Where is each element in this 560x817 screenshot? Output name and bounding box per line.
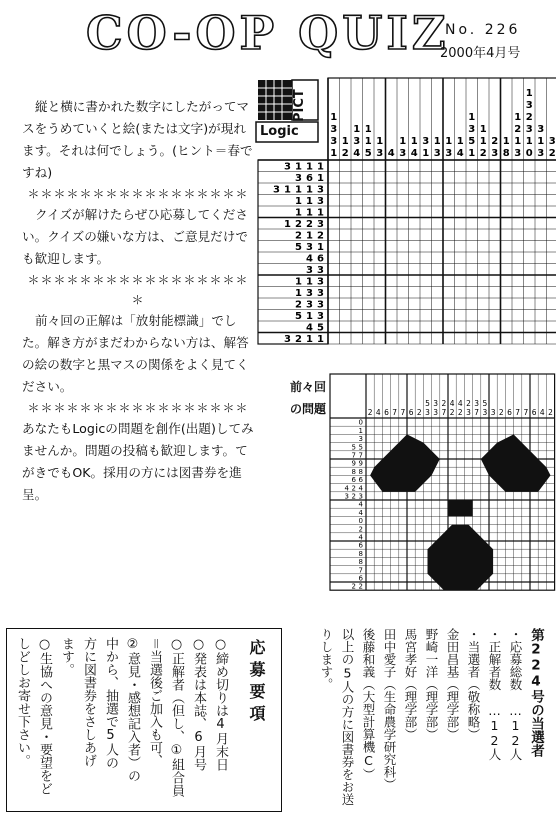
- row-clue: 1: [284, 219, 291, 230]
- column-clue: 1: [537, 136, 545, 147]
- trefoil-blade-left: [370, 434, 440, 491]
- winners-section: [286, 628, 546, 812]
- column-clue: 1: [364, 124, 372, 135]
- column-clue: 4: [387, 148, 395, 159]
- column-clue: 1: [330, 112, 338, 123]
- trefoil-blade-right: [481, 434, 551, 491]
- column-clue: 4: [375, 408, 381, 417]
- row-clue: 6: [358, 476, 363, 485]
- row-clue: 4: [306, 253, 313, 265]
- row-clue: 1: [306, 207, 313, 219]
- row-clue: 9: [351, 459, 356, 468]
- entry-rule-line: しどしお寄せ下さい。: [15, 637, 30, 767]
- column-clue: 1: [479, 124, 487, 135]
- column-clue: 2: [525, 112, 533, 123]
- column-clue: 5: [482, 399, 488, 408]
- column-clue: 1: [422, 148, 430, 159]
- quiz-title: CO-OP QUIZ: [86, 6, 450, 60]
- row-clue: 2: [358, 525, 363, 534]
- column-clue: 5: [425, 399, 430, 408]
- column-clue: 7: [474, 408, 480, 417]
- column-clue: 1: [525, 88, 533, 99]
- entry-rules-heading: 応募要項: [247, 639, 266, 727]
- row-clue: 4: [358, 500, 363, 509]
- row-clue: 3: [284, 334, 291, 345]
- row-clue: 4: [358, 508, 363, 517]
- column-clue: 6: [531, 408, 537, 417]
- row-clue: 2: [351, 484, 356, 493]
- separator: ＊＊＊＊＊＊＊＊＊＊＊＊＊＊＊＊＊: [27, 187, 249, 201]
- column-clue: 7: [523, 408, 529, 417]
- column-clue: 1: [445, 136, 453, 147]
- column-clue: 2: [548, 148, 556, 159]
- entry-rule-line: ②意見・感想記入者）の: [125, 637, 140, 782]
- row-clue: 0: [358, 517, 363, 526]
- row-clue: 1: [295, 207, 302, 219]
- column-clue: 3: [482, 408, 488, 417]
- column-clue: 3: [433, 399, 439, 408]
- row-clue: 3: [306, 242, 313, 253]
- row-clue: 2: [351, 582, 356, 591]
- row-clue: 1: [317, 207, 324, 219]
- row-clue: 5: [317, 322, 324, 334]
- row-clue: 7: [351, 451, 356, 460]
- entry-rule-line: ○正解者（但し、①組合員: [169, 637, 184, 797]
- column-clue: 3: [330, 136, 338, 147]
- winners-line: 後藤和義（大型計算機C）: [361, 628, 376, 781]
- row-clue: 1: [295, 196, 302, 207]
- main-puzzle-grid: [256, 76, 556, 366]
- column-clue: 3: [422, 136, 430, 147]
- column-clue: 1: [514, 112, 522, 123]
- row-clue: 1: [306, 196, 313, 207]
- previous-puzzle-grid: [290, 368, 556, 620]
- row-clue: 2: [295, 230, 302, 242]
- column-clue: 2: [449, 408, 455, 417]
- winners-heading: 第224号の当選者: [528, 628, 544, 757]
- row-clue: 8: [358, 558, 363, 567]
- column-clue: 2: [514, 124, 522, 135]
- column-clue: 2: [416, 408, 422, 417]
- column-clue: 2: [548, 408, 553, 417]
- column-clue: 6: [408, 408, 414, 417]
- column-clue: 3: [445, 148, 453, 159]
- column-clue: 2: [441, 399, 447, 408]
- row-clue: 3: [317, 311, 324, 322]
- entry-rule-line: 方に図書券をさしあげ: [81, 637, 96, 767]
- logo-pict-text: PICT: [292, 89, 307, 122]
- column-clue: 3: [466, 408, 471, 417]
- column-clue: 7: [441, 408, 447, 417]
- row-clue: 1: [317, 161, 324, 173]
- row-clue: 4: [358, 533, 363, 542]
- row-clue: 1: [295, 184, 302, 196]
- row-clue: 7: [358, 451, 363, 460]
- row-clue: 6: [306, 173, 313, 184]
- row-clue: 4: [344, 484, 349, 493]
- row-clue: 3: [273, 184, 280, 196]
- row-clue: 3: [295, 173, 302, 184]
- row-clue: 4: [358, 484, 363, 493]
- row-clue: 3: [317, 299, 324, 311]
- winners-line: 野崎一洋（理学部）: [424, 628, 439, 741]
- row-clue: 3: [306, 288, 313, 299]
- winners-line: ・応募総数 …12人: [508, 628, 523, 761]
- row-clue: 3: [317, 219, 324, 230]
- column-clue: 1: [468, 148, 476, 159]
- intro-text: [22, 96, 254, 506]
- column-clue: 3: [330, 124, 338, 135]
- column-clue: 1: [330, 148, 338, 159]
- row-clue: 1: [306, 230, 313, 242]
- row-clue: 9: [358, 459, 363, 468]
- column-clue: 4: [539, 408, 545, 417]
- row-clue: 5: [295, 311, 302, 322]
- column-clue: 6: [384, 408, 389, 417]
- row-clue: 3: [358, 492, 363, 501]
- winners-line: ・当選者（敬称略）: [466, 628, 481, 741]
- row-clue: 0: [358, 418, 363, 427]
- row-clue: 5: [351, 443, 356, 452]
- row-clue: 8: [351, 467, 356, 476]
- column-clue: 3: [514, 148, 522, 159]
- column-clue: 3: [399, 148, 407, 159]
- row-clue: 3: [317, 265, 324, 276]
- row-clue: 1: [295, 288, 302, 299]
- row-clue: 1: [317, 242, 324, 253]
- row-clue: 1: [306, 184, 313, 196]
- column-clue: 1: [468, 112, 476, 123]
- column-clue: 1: [341, 136, 349, 147]
- row-clue: 1: [306, 334, 313, 345]
- submission-paragraph: あなたもLogicの問題を創作(出題)してみませんか。問題の投稿も歓迎します。てがきでもOK。採用の方には図書券を進呈。: [22, 421, 254, 502]
- row-clue: 3: [317, 184, 324, 196]
- row-clue: 2: [295, 299, 302, 311]
- column-clue-area: [328, 78, 556, 160]
- column-clue: 4: [410, 148, 418, 159]
- row-clue: 5: [295, 242, 302, 253]
- issue-number: No. 226: [445, 22, 521, 38]
- row-clue: 7: [358, 566, 363, 575]
- row-clue: 1: [295, 276, 302, 288]
- column-clue: 3: [433, 148, 441, 159]
- issue-date: 2000年4月号: [440, 46, 521, 61]
- column-clue: 7: [515, 408, 521, 417]
- column-clue: 3: [548, 136, 556, 147]
- column-clue: 1: [502, 136, 510, 147]
- column-clue: 4: [457, 399, 463, 408]
- column-clue: 3: [537, 148, 545, 159]
- trefoil-blade-bottom: [428, 525, 494, 591]
- separator: ＊＊＊＊＊＊＊＊＊＊＊＊＊＊＊＊＊: [27, 401, 249, 415]
- column-clue: 2: [466, 399, 471, 408]
- row-clue: 4: [306, 322, 313, 334]
- row-clue: 1: [306, 311, 313, 322]
- column-clue: 7: [400, 408, 406, 417]
- column-clue: 3: [353, 136, 361, 147]
- column-clue: 1: [456, 136, 464, 147]
- row-clue: 2: [295, 334, 302, 345]
- column-clue: 2: [341, 148, 349, 159]
- column-clue: 6: [507, 408, 512, 417]
- column-clue: 1: [514, 136, 522, 147]
- entry-rule-line: ○生協への意見・要望をど: [37, 637, 52, 795]
- row-clue: 6: [351, 476, 356, 485]
- entry-rule-line: ○発表は本誌、6月号: [191, 637, 206, 771]
- column-clue: 1: [433, 136, 441, 147]
- column-clue: 4: [353, 148, 361, 159]
- entry-rules-box: [6, 628, 282, 812]
- row-clue: 6: [358, 574, 363, 583]
- column-clue: 1: [353, 124, 361, 135]
- column-clue: 1: [525, 136, 533, 147]
- column-clue: 4: [456, 148, 464, 159]
- row-clue: 2: [295, 219, 302, 230]
- column-clue: 7: [392, 408, 398, 417]
- winners-line: ・正解者数 …12人: [487, 628, 502, 761]
- row-clue: 6: [317, 253, 324, 265]
- entry-rule-line: ます。: [59, 637, 74, 676]
- column-clue: 3: [491, 148, 499, 159]
- row-clue: 2: [351, 492, 356, 501]
- entry-rule-line: 中から、抽選で5人の: [103, 637, 118, 769]
- row-clue: 5: [358, 443, 363, 452]
- row-clue: 8: [358, 467, 363, 476]
- column-clue: 8: [502, 148, 510, 159]
- row-clue: 3: [284, 161, 291, 173]
- entry-rule-line: ＝当選後ご加入も可、: [147, 637, 162, 767]
- column-clue: 3: [525, 100, 533, 111]
- column-clue: 3: [490, 408, 496, 417]
- row-clue: 3: [344, 492, 349, 501]
- column-clue: 1: [479, 136, 487, 147]
- logo-logic-text: Logic: [260, 124, 299, 139]
- row-clue: 1: [358, 426, 363, 435]
- column-clue: 3: [468, 124, 476, 135]
- row-clue: 1: [284, 184, 291, 196]
- column-clue: 2: [498, 408, 504, 417]
- column-clue: 1: [376, 136, 384, 147]
- row-clue: 2: [317, 230, 324, 242]
- separator: ＊＊＊＊＊＊＊＊＊＊＊＊＊＊＊＊＊＊: [27, 273, 249, 307]
- row-clue: 1: [306, 161, 313, 173]
- column-clue: 3: [474, 399, 480, 408]
- column-clue: 3: [537, 124, 545, 135]
- row-clue: 6: [358, 541, 363, 550]
- column-clue: 0: [525, 148, 533, 159]
- column-clue: 2: [457, 408, 463, 417]
- row-clue: 1: [317, 173, 324, 184]
- column-clue: 5: [468, 136, 476, 147]
- column-clue: 1: [399, 136, 407, 147]
- column-clue: 3: [525, 124, 533, 135]
- column-clue: 2: [367, 408, 373, 417]
- row-clue: 3: [306, 265, 313, 276]
- column-clue: 4: [449, 399, 455, 408]
- column-clue: 3: [376, 148, 384, 159]
- intro-paragraph: 縦と横に書かれた数字にしたがってマスをうめていくと絵(または文字)が現れます。それは何でしょう。(ヒント＝春ですね): [22, 99, 253, 180]
- winners-line: りします。: [319, 628, 334, 691]
- column-clue: 5: [364, 148, 372, 159]
- row-clue: 8: [358, 549, 363, 558]
- previous-answer-paragraph: 前々回の正解は「放射能標識」でした。解き方がまだわからない方は、解答の絵の数字と黒マスの関係をよく見てください。: [22, 313, 249, 394]
- previous-label-line2: の問題: [290, 402, 327, 416]
- column-clue: 2: [491, 136, 499, 147]
- entry-rule-line: ○締め切りは4月末日: [213, 637, 228, 771]
- row-clue: 2: [306, 219, 313, 230]
- previous-label-line1: 前々回: [290, 380, 327, 394]
- column-clue: 3: [433, 408, 439, 417]
- column-clue: 3: [425, 408, 430, 417]
- row-clue: 3: [317, 196, 324, 207]
- winners-line: 馬宮孝好（理学部）: [403, 628, 418, 741]
- row-clue: 1: [295, 161, 302, 173]
- winners-line: 以上の5人の方に図書券をお送: [340, 628, 355, 806]
- row-clue: 1: [306, 276, 313, 288]
- entry-paragraph: クイズが解けたらぜひ応募してください。クイズの嫌いな方は、ご意見だけでも歓迎します。: [22, 207, 248, 266]
- winners-line: 田中愛子（生命農学研究科）: [382, 628, 397, 791]
- row-clue: 3: [317, 276, 324, 288]
- row-clue: 3: [306, 299, 313, 311]
- row-clue: 3: [317, 288, 324, 299]
- row-clue: 1: [317, 334, 324, 345]
- column-clue: 2: [479, 148, 487, 159]
- trefoil-center: [448, 500, 473, 516]
- row-clue: 2: [358, 582, 363, 591]
- column-clue: 1: [364, 136, 372, 147]
- row-clue: 3: [358, 435, 363, 444]
- winners-line: 金田昌基（理学部）: [445, 628, 460, 741]
- column-clue: 1: [410, 136, 418, 147]
